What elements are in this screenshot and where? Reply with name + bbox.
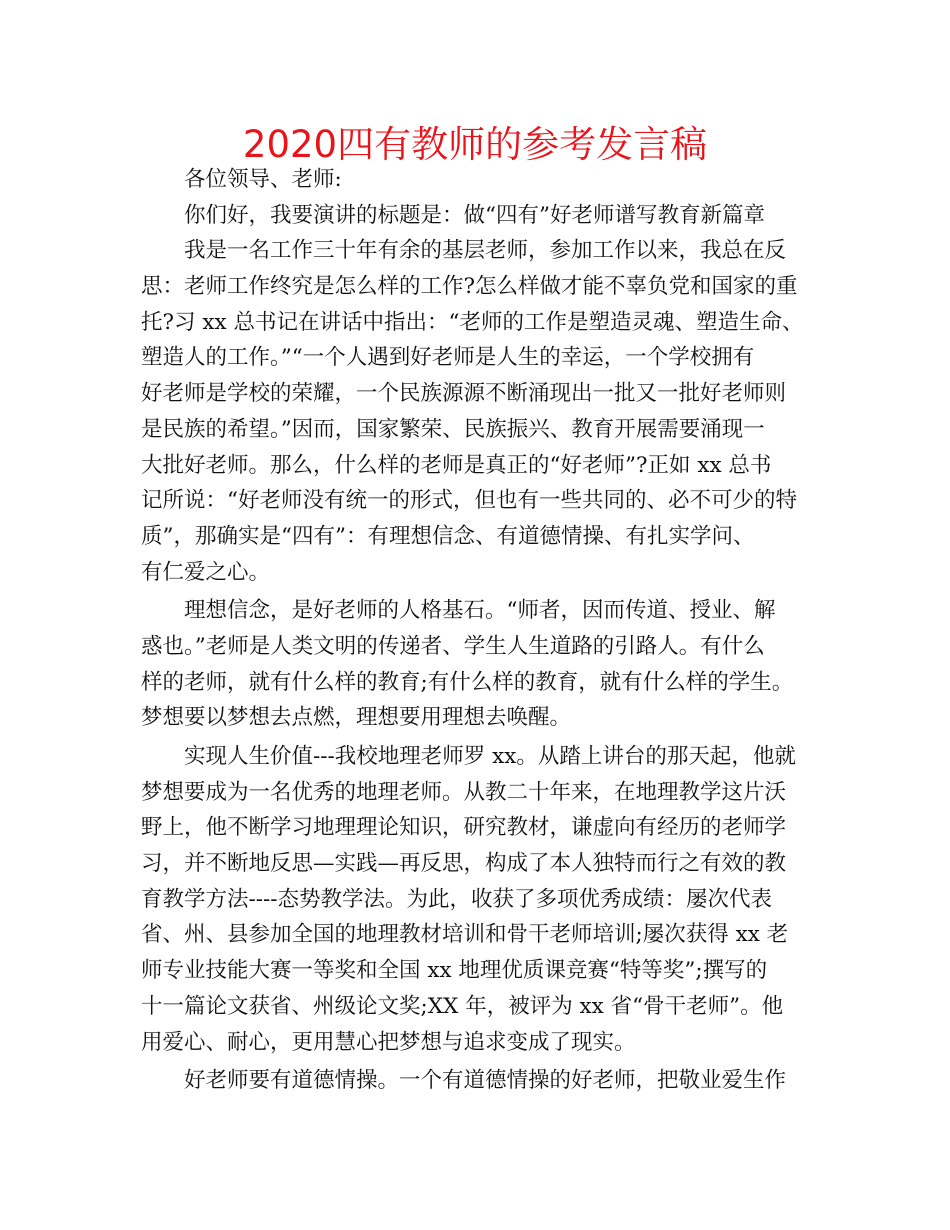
paragraph-line: 质”，那确实是“四有”：有理想信念、有道德情操、有扎实学问、 bbox=[141, 523, 755, 549]
paragraph-line: 省、州、县参加全国的地理教材培训和骨干老师培训;屡次获得 xx 老 bbox=[141, 922, 789, 948]
paragraph-line: 样的老师，就有什么样的教育;有什么样的教育，就有什么样的学生。 bbox=[141, 669, 794, 695]
paragraph-line: 梦想要成为一名优秀的地理老师。从教二十年来，在地理教学这片沃 bbox=[141, 779, 787, 805]
paragraph-line: 梦想要以梦想去点燃，理想要用理想去唤醒。 bbox=[141, 705, 572, 731]
paragraph-line: 实现人生价值---我校地理老师罗 xx。从踏上讲台的那天起，他就 bbox=[184, 744, 796, 769]
document-title: 2020四有教师的参考发言稿 bbox=[242, 123, 708, 166]
paragraph-line: 育教学方法----态势教学法。为此，收获了多项优秀成绩：屡次代表 bbox=[141, 886, 773, 912]
paragraph-line: 野上，他不断学习地理理论知识，研究教材，谦虚向有经历的老师学 bbox=[141, 815, 787, 841]
paragraph-line: 我是一名工作三十年有余的基层老师，参加工作以来，我总在反 bbox=[184, 238, 787, 264]
paragraph-line: 理想信念，是好老师的人格基石。“师者，因而传道、授业、解 bbox=[184, 598, 776, 624]
paragraph-line: 塑造人的工作。”“一个人遇到好老师是人生的幸运，一个学校拥有 bbox=[141, 345, 755, 371]
paragraph-line: 思：老师工作终究是怎么样的工作?怎么样做才能不辜负党和国家的重 bbox=[141, 274, 798, 300]
paragraph-line: 好老师是学校的荣耀，一个民族源源不断涌现出一批又一批好老师则 bbox=[141, 381, 787, 407]
paragraph-line: 用爱心、耐心，更用慧心把梦想与追求变成了现实。 bbox=[141, 1029, 636, 1055]
paragraph-line: 是民族的希望。”因而，国家繁荣、民族振兴、教育开展需要涌现一 bbox=[141, 416, 765, 442]
paragraph-line: 有仁爱之心。 bbox=[141, 559, 271, 585]
speech-title-line: 你们好，我要演讲的标题是：做“四有”好老师谱写教育新篇章 bbox=[184, 202, 765, 228]
paragraph-line: 大批好老师。那么，什么样的老师是真正的“好老师”?正如 xx 总书 bbox=[141, 452, 772, 478]
paragraph-line: 十一篇论文获省、州级论文奖;XX 年，被评为 xx 省“骨干老师”。他 bbox=[141, 993, 784, 1019]
salutation-line: 各位领导、老师: bbox=[184, 167, 342, 192]
document-body bbox=[141, 162, 821, 1099]
paragraph-line: 好老师要有道德情操。一个有道德情操的好老师，把敬业爱生作 bbox=[184, 1068, 787, 1094]
paragraph-line: 师专业技能大赛一等奖和全国 xx 地理优质课竞赛“特等奖”;撰写的 bbox=[141, 958, 768, 984]
paragraph-line: 惑也。”老师是人类文明的传递者、学生人生道路的引路人。有什么 bbox=[141, 633, 765, 659]
paragraph-line: 记所说：“好老师没有统一的形式，但也有一些共同的、必不可少的特 bbox=[141, 488, 797, 514]
paragraph-line: 托?习 xx 总书记在讲话中指出：“老师的工作是塑造灵魂、塑造生命、 bbox=[141, 309, 804, 335]
paragraph-line: 习，并不断地反思—实践—再反思，构成了本人独特而行之有效的教 bbox=[141, 851, 787, 877]
